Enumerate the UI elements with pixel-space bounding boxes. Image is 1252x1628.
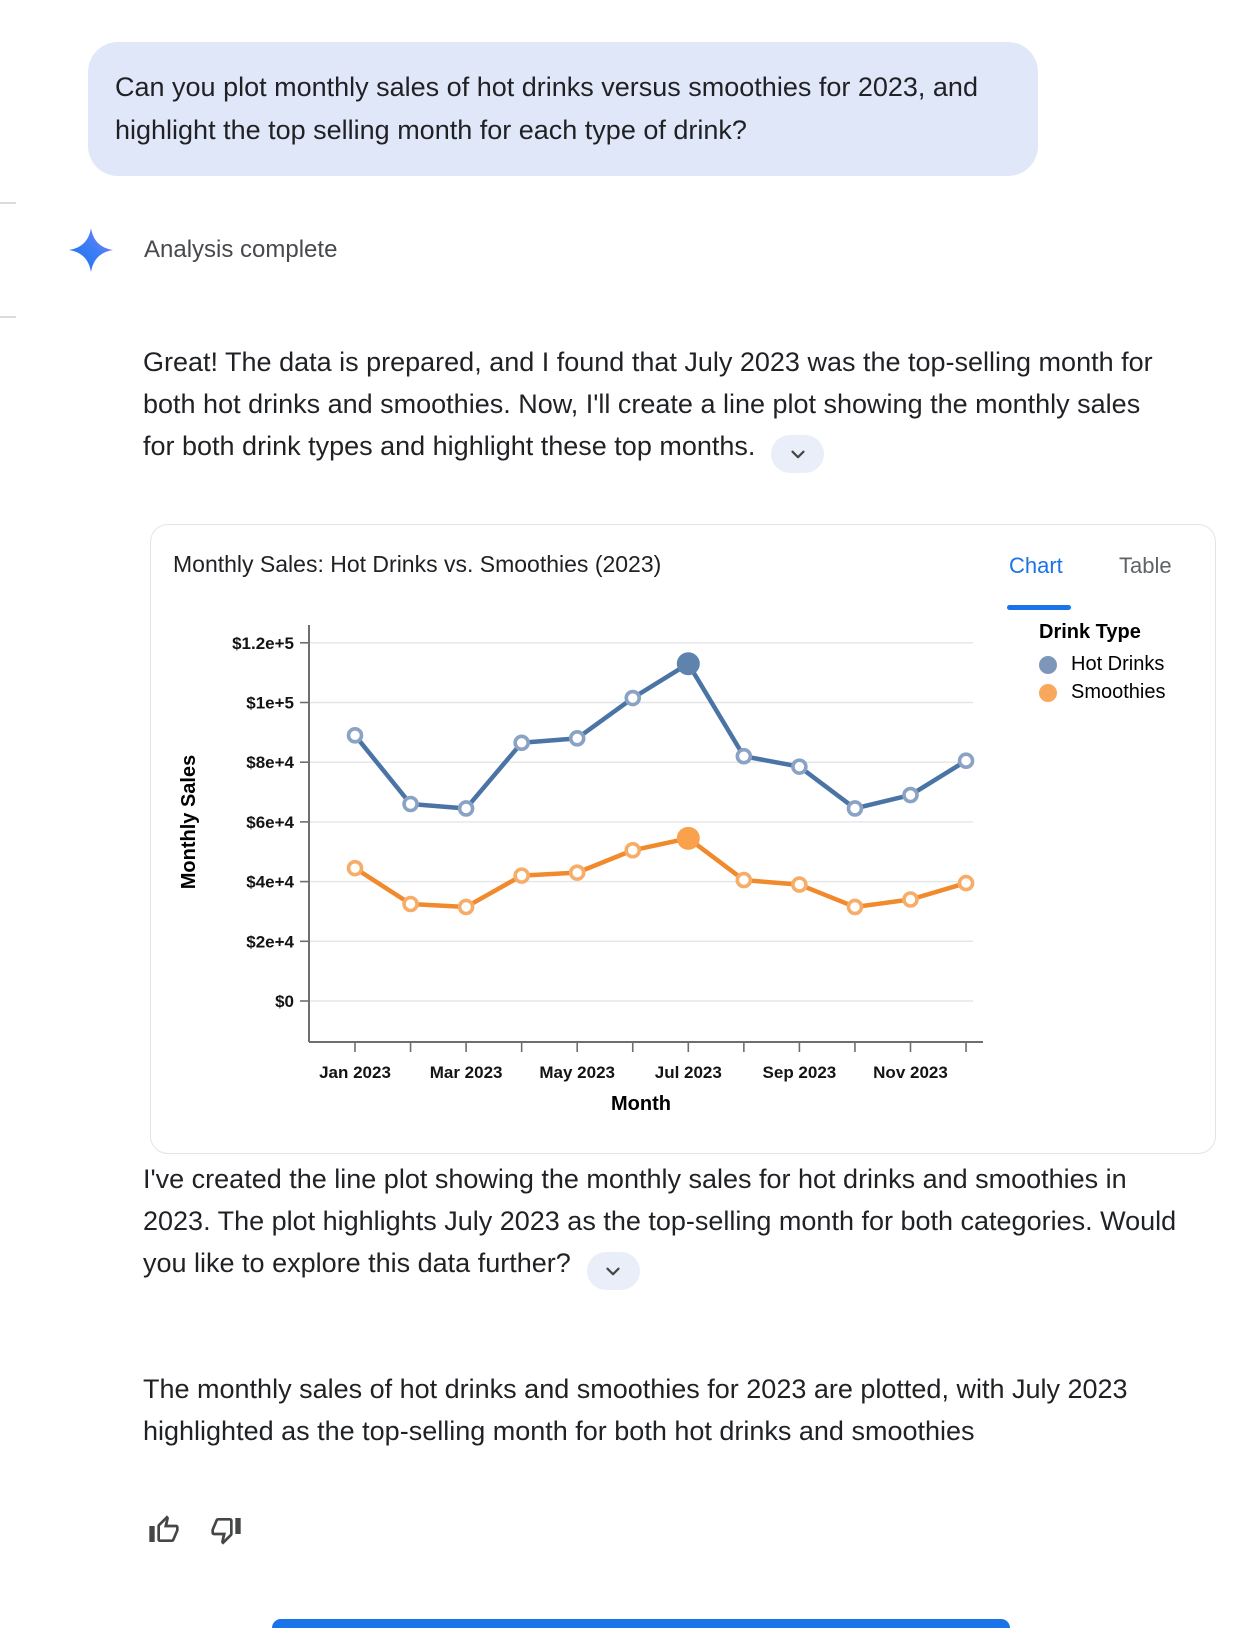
hot-drinks-marker [848, 802, 861, 815]
x-tick-label: Mar 2023 [429, 1063, 503, 1082]
hot-drinks-marker [571, 732, 584, 745]
smoothies-marker [571, 866, 584, 879]
hot-drinks-marker [960, 754, 973, 767]
user-message-bubble [88, 42, 1038, 176]
hot-drinks-marker [737, 750, 750, 763]
assistant-paragraph-3-text: The monthly sales of hot drinks and smoothies for 2023 are plotted, with July 2023 highlighted as the top-selling month for both hot drinks and smoothies [143, 1374, 1128, 1446]
y-tick-label: $1.2e+5 [232, 633, 294, 653]
smoothies-marker [404, 897, 417, 910]
smoothies-line [355, 838, 966, 907]
hot-drinks-line [355, 664, 966, 809]
left-edge-divider [0, 202, 16, 204]
assistant-paragraph-3 [143, 1368, 1179, 1452]
left-edge-divider [0, 316, 16, 318]
thumb-down-icon [210, 1514, 242, 1546]
bottom-accent-bar [272, 1619, 1010, 1628]
smoothies-legend-dot-icon [1039, 684, 1057, 702]
y-tick-label: $8e+4 [246, 753, 294, 773]
assistant-paragraph-1-text: Great! The data is prepared, and I found that July 2023 was the top-selling month for both hot drinks and smoothies. Now, I'll create a line plot showing the monthly sales for both drink types and highlight these top months. [143, 347, 1153, 461]
smoothies-marker [848, 900, 861, 913]
expand-reasoning-button[interactable] [771, 435, 824, 473]
smoothies-top-month-marker [677, 827, 700, 850]
assistant-paragraph-2-text: I've created the line plot showing the monthly sales for hot drinks and smoothies in 2023. The plot highlights July 2023 as the top-selling month for both categories. Would you like to explore this data further? [143, 1164, 1177, 1278]
assistant-paragraph-2 [143, 1158, 1179, 1290]
y-tick-label: $6e+4 [246, 812, 294, 832]
hot-drinks-marker [460, 802, 473, 815]
tab-chart[interactable]: Chart [1009, 553, 1063, 578]
line-chart [151, 525, 1214, 1152]
hot-drinks-legend-dot-icon [1039, 656, 1057, 674]
smoothies-marker [960, 877, 973, 890]
tab-table[interactable]: Table [1119, 553, 1172, 578]
hot-drinks-marker [904, 789, 917, 802]
smoothies-marker [626, 844, 639, 857]
assistant-paragraph-1 [143, 341, 1179, 473]
hot-drinks-marker [793, 760, 806, 773]
y-axis-title: Monthly Sales [177, 754, 200, 890]
smoothies-marker [349, 862, 362, 875]
chart-card [150, 524, 1216, 1154]
y-tick-label: $4e+4 [246, 872, 294, 892]
thumb-up-button[interactable] [148, 1512, 184, 1548]
hot-drinks-marker [515, 736, 528, 749]
y-tick-label: $2e+4 [246, 932, 294, 952]
legend-item-hot-drinks[interactable] [1039, 653, 1166, 676]
x-tick-label: Jan 2023 [319, 1063, 391, 1082]
sparkle-icon [69, 228, 113, 272]
x-tick-label: Nov 2023 [873, 1063, 948, 1082]
user-message-text: Can you plot monthly sales of hot drinks versus smoothies for 2023, and highlight the top selling month for each type of drink? [115, 72, 978, 145]
hot-drinks-marker [404, 797, 417, 810]
expand-details-button[interactable] [587, 1252, 640, 1290]
chart-card-title: Monthly Sales: Hot Drinks vs. Smoothies (2023) [173, 551, 662, 577]
analysis-status-label: Analysis complete [144, 236, 338, 263]
smoothies-marker [460, 900, 473, 913]
hot-drinks-marker [626, 692, 639, 705]
x-tick-label: Sep 2023 [762, 1063, 837, 1082]
legend-item-label: Smoothies [1071, 681, 1166, 703]
smoothies-marker [737, 874, 750, 887]
thumb-up-icon [148, 1514, 180, 1546]
active-tab-underline [1007, 605, 1071, 610]
chevron-down-icon [602, 1260, 624, 1282]
analysis-status-row [69, 228, 337, 272]
x-tick-label: May 2023 [539, 1063, 616, 1082]
smoothies-marker [515, 869, 528, 882]
smoothies-marker [793, 878, 806, 891]
x-axis-title: Month [611, 1093, 671, 1115]
hot-drinks-top-month-marker [677, 652, 700, 675]
hot-drinks-marker [349, 729, 362, 742]
legend-title: Drink Type [1039, 621, 1141, 643]
legend-item-smoothies[interactable] [1039, 681, 1166, 704]
chevron-down-icon [787, 443, 809, 465]
thumb-down-button[interactable] [210, 1512, 246, 1548]
feedback-row [148, 1512, 246, 1548]
smoothies-marker [904, 893, 917, 906]
legend-item-label: Hot Drinks [1071, 653, 1165, 675]
y-tick-label: $1e+5 [246, 693, 294, 713]
chart-legend [1039, 621, 1166, 709]
x-tick-label: Jul 2023 [654, 1063, 722, 1082]
y-tick-label: $0 [275, 992, 294, 1011]
